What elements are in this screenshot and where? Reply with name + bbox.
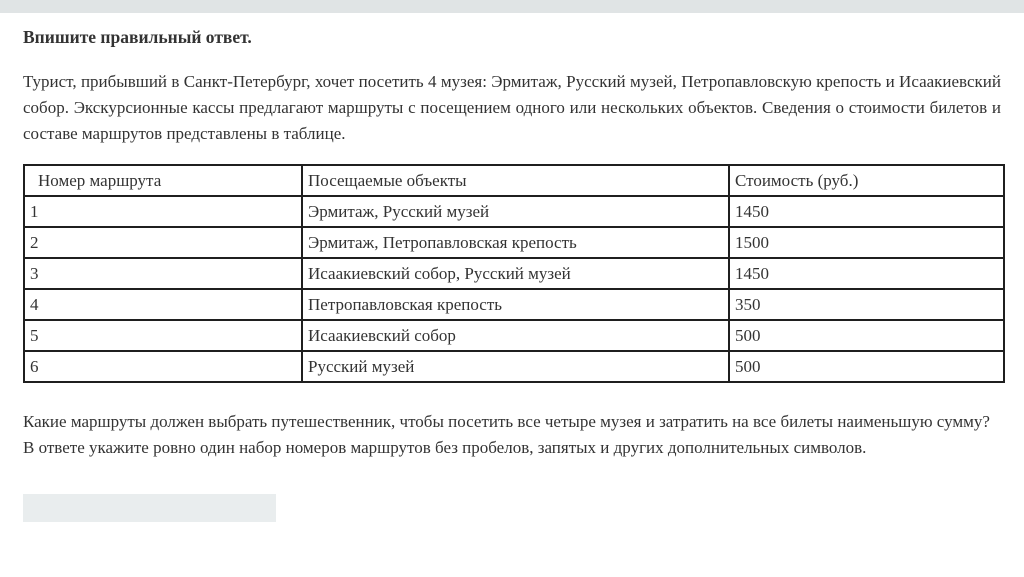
route-objects-cell: Русский музей xyxy=(302,351,729,382)
table-row xyxy=(24,196,1004,227)
route-objects-cell: Исаакиевский собор xyxy=(302,320,729,351)
route-cost-cell: 1450 xyxy=(729,258,1004,289)
route-objects-cell: Эрмитаж, Русский музей xyxy=(302,196,729,227)
route-number-cell: 5 xyxy=(24,320,302,351)
column-header-objects: Посещаемые объекты xyxy=(302,165,729,196)
route-cost-cell: 1500 xyxy=(729,227,1004,258)
route-objects-cell: Петропавловская крепость xyxy=(302,289,729,320)
route-cost-cell: 500 xyxy=(729,320,1004,351)
route-cost-cell: 1450 xyxy=(729,196,1004,227)
answer-format-instruction: В ответе укажите ровно один набор номеров маршрутов без пробелов, запятых и других дополнительных символов. xyxy=(23,438,867,457)
table-row xyxy=(24,351,1004,382)
table-row xyxy=(24,289,1004,320)
route-number-cell: 6 xyxy=(24,351,302,382)
table-header-row xyxy=(24,165,1004,196)
question-text: Какие маршруты должен выбрать путешественник, чтобы посетить все четыре музея и затратить на все билеты наименьшую сумму? xyxy=(23,412,990,431)
table-row xyxy=(24,258,1004,289)
route-cost-cell: 350 xyxy=(729,289,1004,320)
question-page xyxy=(0,27,1024,522)
question-block xyxy=(23,409,1001,461)
route-number-cell: 1 xyxy=(24,196,302,227)
column-header-route-number: Номер маршрута xyxy=(24,165,302,196)
route-number-cell: 4 xyxy=(24,289,302,320)
route-number-cell: 2 xyxy=(24,227,302,258)
routes-table xyxy=(23,164,1005,383)
table-row xyxy=(24,320,1004,351)
route-cost-cell: 500 xyxy=(729,351,1004,382)
problem-statement: Турист, прибывший в Санкт-Петербург, хочет посетить 4 музея: Эрмитаж, Русский музей, Петропавловскую крепость и Исаакиевский собор. Экскурсионные кассы предлагают маршруты с посещением одного или нескольких объектов. Сведения о стоимости билетов и составе маршрутов представлены в таблице. xyxy=(23,72,1001,143)
top-bar xyxy=(0,0,1024,13)
column-header-cost: Стоимость (руб.) xyxy=(729,165,1004,196)
prompt-heading: Впишите правильный ответ. xyxy=(23,27,252,47)
table-row xyxy=(24,227,1004,258)
answer-input[interactable] xyxy=(23,494,276,522)
route-objects-cell: Исаакиевский собор, Русский музей xyxy=(302,258,729,289)
route-objects-cell: Эрмитаж, Петропавловская крепость xyxy=(302,227,729,258)
route-number-cell: 3 xyxy=(24,258,302,289)
